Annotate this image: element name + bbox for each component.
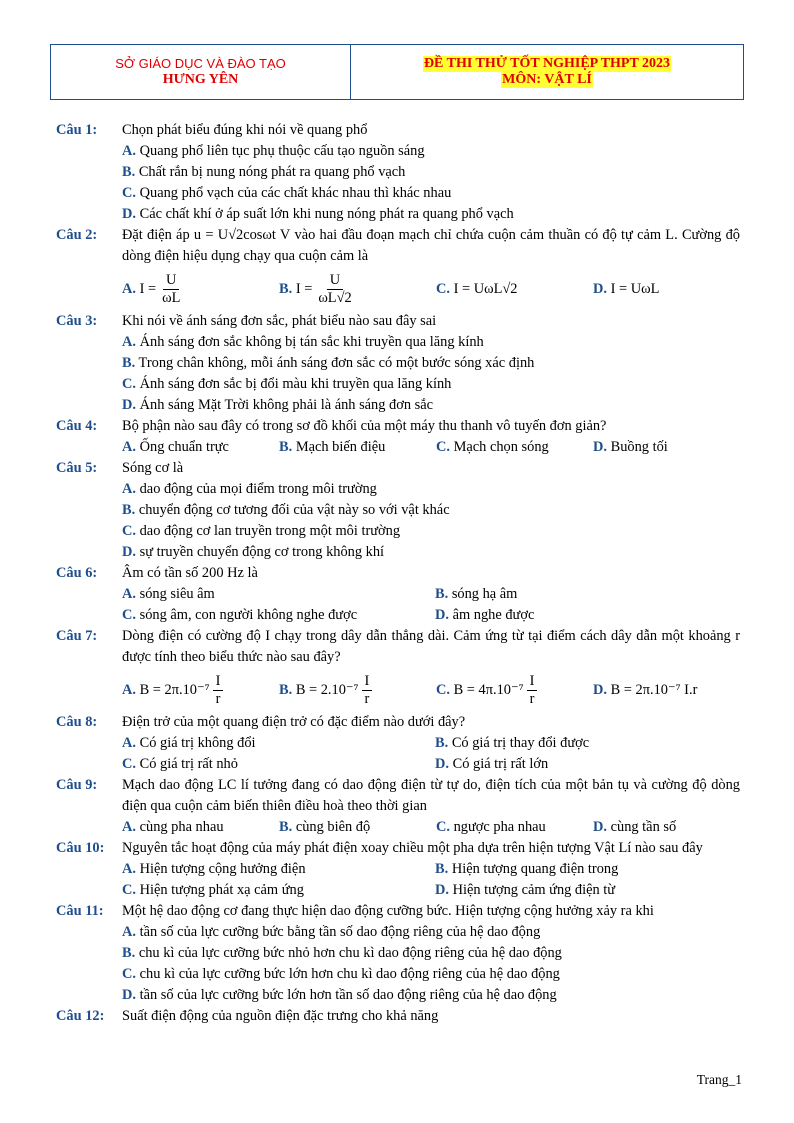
option-b[interactable]: B. I = $\frac{U}{\omega L√2}$ xyxy=(279,271,352,306)
option-c[interactable]: C. Mạch chọn sóng xyxy=(436,439,549,455)
question-text: Đặt điện áp u = U√2cosωt V vào hai đầu đoạn mạch chỉ chứa cuộn cảm thuần có độ tự cảm L. Cường độ dòng điện hiệu dụng chạy qua cuộn cảm là xyxy=(122,227,740,264)
option-b[interactable]: B. Trong chân không, mỗi ánh sáng đơn sắc có một bước sóng xác định xyxy=(122,355,535,371)
option-b[interactable]: B. Có giá trị thay đổi được xyxy=(435,735,590,751)
province-name: HƯNG YÊN xyxy=(162,72,239,87)
option-c[interactable]: C. dao động cơ lan truyền trong một môi trường xyxy=(122,523,401,539)
question-list xyxy=(56,120,740,1027)
question-12 xyxy=(56,1006,740,1027)
option-b[interactable]: B. sóng hạ âm xyxy=(435,586,518,602)
question-7 xyxy=(56,626,740,712)
option-c[interactable]: C. Ánh sáng đơn sắc bị đổi màu khi truyền qua lăng kính xyxy=(122,376,452,392)
option-b[interactable]: B. cùng biên độ xyxy=(279,819,371,835)
question-number: Câu 8: xyxy=(56,714,98,730)
option-c[interactable]: C. Quang phổ vạch của các chất khác nhau thì khác nhau xyxy=(122,185,452,201)
question-text: Khi nói về ánh sáng đơn sắc, phát biểu nào sau đây sai xyxy=(122,313,437,329)
option-c[interactable]: C. B = 4π.10⁻⁷ $\frac{I}{r}$ xyxy=(436,673,593,708)
option-a[interactable]: A. tần số của lực cưỡng bức bằng tần số dao động riêng của hệ dao động xyxy=(122,924,541,940)
option-b[interactable]: B. Mạch biến điệu xyxy=(279,439,386,455)
question-2 xyxy=(56,225,740,311)
option-b[interactable]: B. Chất rắn bị nung nóng phát ra quang phổ vạch xyxy=(122,164,406,180)
question-number: Câu 9: xyxy=(56,777,98,793)
option-d[interactable]: D. B = 2π.10⁻⁷ I.r xyxy=(593,681,698,698)
question-number: Câu 12: xyxy=(56,1008,105,1024)
exam-header xyxy=(50,44,744,100)
question-text: Suất điện động của nguồn điện đặc trưng cho khả năng xyxy=(122,1008,439,1024)
option-d[interactable]: D. âm nghe được xyxy=(435,607,535,623)
question-text: Dòng điện có cường độ I chạy trong dây dẫn thẳng dài. Cảm ứng từ tại điểm cách dây dẫn một khoảng r được tính theo biểu thức nào sau đây? xyxy=(122,628,740,665)
option-a[interactable]: A. Ống chuẩn trực xyxy=(122,439,229,455)
exam-title: ĐỀ THI THỬ TỐT NGHIỆP THPT 2023 xyxy=(423,56,671,71)
question-number: Câu 4: xyxy=(56,418,98,434)
question-text: Sóng cơ là xyxy=(122,460,184,476)
option-d[interactable]: D. cùng tần số xyxy=(593,819,677,835)
option-a[interactable]: A. cùng pha nhau xyxy=(122,819,224,835)
header-exam xyxy=(351,45,743,99)
question-text: Một hệ dao động cơ đang thực hiện dao động cưỡng bức. Hiện tượng cộng hưởng xảy ra khi xyxy=(122,903,654,919)
question-number: Câu 7: xyxy=(56,628,98,644)
question-text: Bộ phận nào sau đây có trong sơ đồ khối của một máy thu thanh vô tuyến đơn giản? xyxy=(122,418,607,434)
page-number: Trang_1 xyxy=(696,1072,742,1087)
option-b[interactable]: B. chuyển động cơ tương đối của vật này so với vật khác xyxy=(122,502,450,518)
question-text: Điện trở của một quang điện trở có đặc điểm nào dưới đây? xyxy=(122,714,466,730)
question-10 xyxy=(56,838,740,901)
question-5 xyxy=(56,458,740,563)
question-number: Câu 2: xyxy=(56,227,98,243)
header-org xyxy=(51,45,351,99)
voltage-formula: u = U√2cosωt V xyxy=(193,227,291,243)
question-11 xyxy=(56,901,740,1006)
option-c[interactable]: C. sóng âm, con người không nghe được xyxy=(122,607,358,623)
option-b[interactable]: B. Hiện tượng quang điện trong xyxy=(435,861,619,877)
option-a[interactable]: A. Hiện tượng cộng hưởng điện xyxy=(122,861,306,877)
subject-title: MÔN: VẬT LÍ xyxy=(502,72,592,87)
option-a[interactable]: A. Ánh sáng đơn sắc không bị tán sắc khi truyền qua lăng kính xyxy=(122,334,484,350)
option-b[interactable]: B. B = 2.10⁻⁷ $\frac{I}{r}$ xyxy=(279,673,436,708)
option-c[interactable]: C. Hiện tượng phát xạ cảm ứng xyxy=(122,882,304,898)
option-d[interactable]: D. I = UωL xyxy=(593,280,660,297)
question-number: Câu 11: xyxy=(56,903,104,919)
question-number: Câu 5: xyxy=(56,460,98,476)
option-d[interactable]: D. Các chất khí ở áp suất lớn khi nung nóng phát ra quang phổ vạch xyxy=(122,206,514,222)
question-number: Câu 6: xyxy=(56,565,98,581)
question-4 xyxy=(56,416,740,458)
question-text: Nguyên tắc hoạt động của máy phát điện xoay chiều một pha dựa trên hiện tượng Vật Lí nào sau đây xyxy=(122,840,703,856)
question-6 xyxy=(56,563,740,626)
option-a[interactable]: A. dao động của mọi điểm trong môi trường xyxy=(122,481,377,497)
option-d[interactable]: D. Hiện tượng cảm ứng điện từ xyxy=(435,882,616,898)
option-c[interactable]: C. ngược pha nhau xyxy=(436,819,546,835)
question-text: Mạch dao động LC lí tưởng đang có dao động điện từ tự do, điện tích của một bản tụ và cường độ dòng điện qua cuộn cảm biến thiên điều hoà theo thời gian xyxy=(122,777,740,814)
option-c[interactable]: C. I = UωL√2 xyxy=(436,280,518,297)
option-a[interactable]: A. sóng siêu âm xyxy=(122,586,215,602)
option-b[interactable]: B. chu kì của lực cưỡng bức nhỏ hơn chu kì dao động riêng của hệ dao động xyxy=(122,945,562,961)
option-d[interactable]: D. sự truyền chuyển động cơ trong không khí xyxy=(122,544,385,560)
option-d[interactable]: D. tần số của lực cưỡng bức lớn hơn tần số dao động riêng của hệ dao động xyxy=(122,987,557,1003)
question-number: Câu 10: xyxy=(56,840,105,856)
option-d[interactable]: D. Buồng tối xyxy=(593,439,668,455)
question-1 xyxy=(56,120,740,225)
option-a[interactable]: A. Quang phổ liên tục phụ thuộc cấu tạo nguồn sáng xyxy=(122,143,425,159)
option-c[interactable]: C. chu kì của lực cưỡng bức lớn hơn chu kì dao động riêng của hệ dao động xyxy=(122,966,560,982)
option-d[interactable]: D. Có giá trị rất lớn xyxy=(435,756,549,772)
question-text: Chọn phát biểu đúng khi nói về quang phổ xyxy=(122,122,368,138)
option-d[interactable]: D. Ánh sáng Mặt Trời không phải là ánh sáng đơn sắc xyxy=(122,397,434,413)
option-a[interactable]: A. B = 2π.10⁻⁷ $\frac{I}{r}$ xyxy=(122,673,279,708)
question-9 xyxy=(56,775,740,838)
question-text: Âm có tần số 200 Hz là xyxy=(122,565,258,581)
option-a[interactable]: A. I = $\frac{U}{\omega L}$ xyxy=(122,271,181,306)
department-name: SỞ GIÁO DỤC VÀ ĐÀO TẠO xyxy=(115,56,286,71)
question-number: Câu 3: xyxy=(56,313,98,329)
question-8 xyxy=(56,712,740,775)
question-3 xyxy=(56,311,740,416)
option-c[interactable]: C. Có giá trị rất nhỏ xyxy=(122,756,238,772)
question-number: Câu 1: xyxy=(56,122,98,138)
option-a[interactable]: A. Có giá trị không đổi xyxy=(122,735,256,751)
